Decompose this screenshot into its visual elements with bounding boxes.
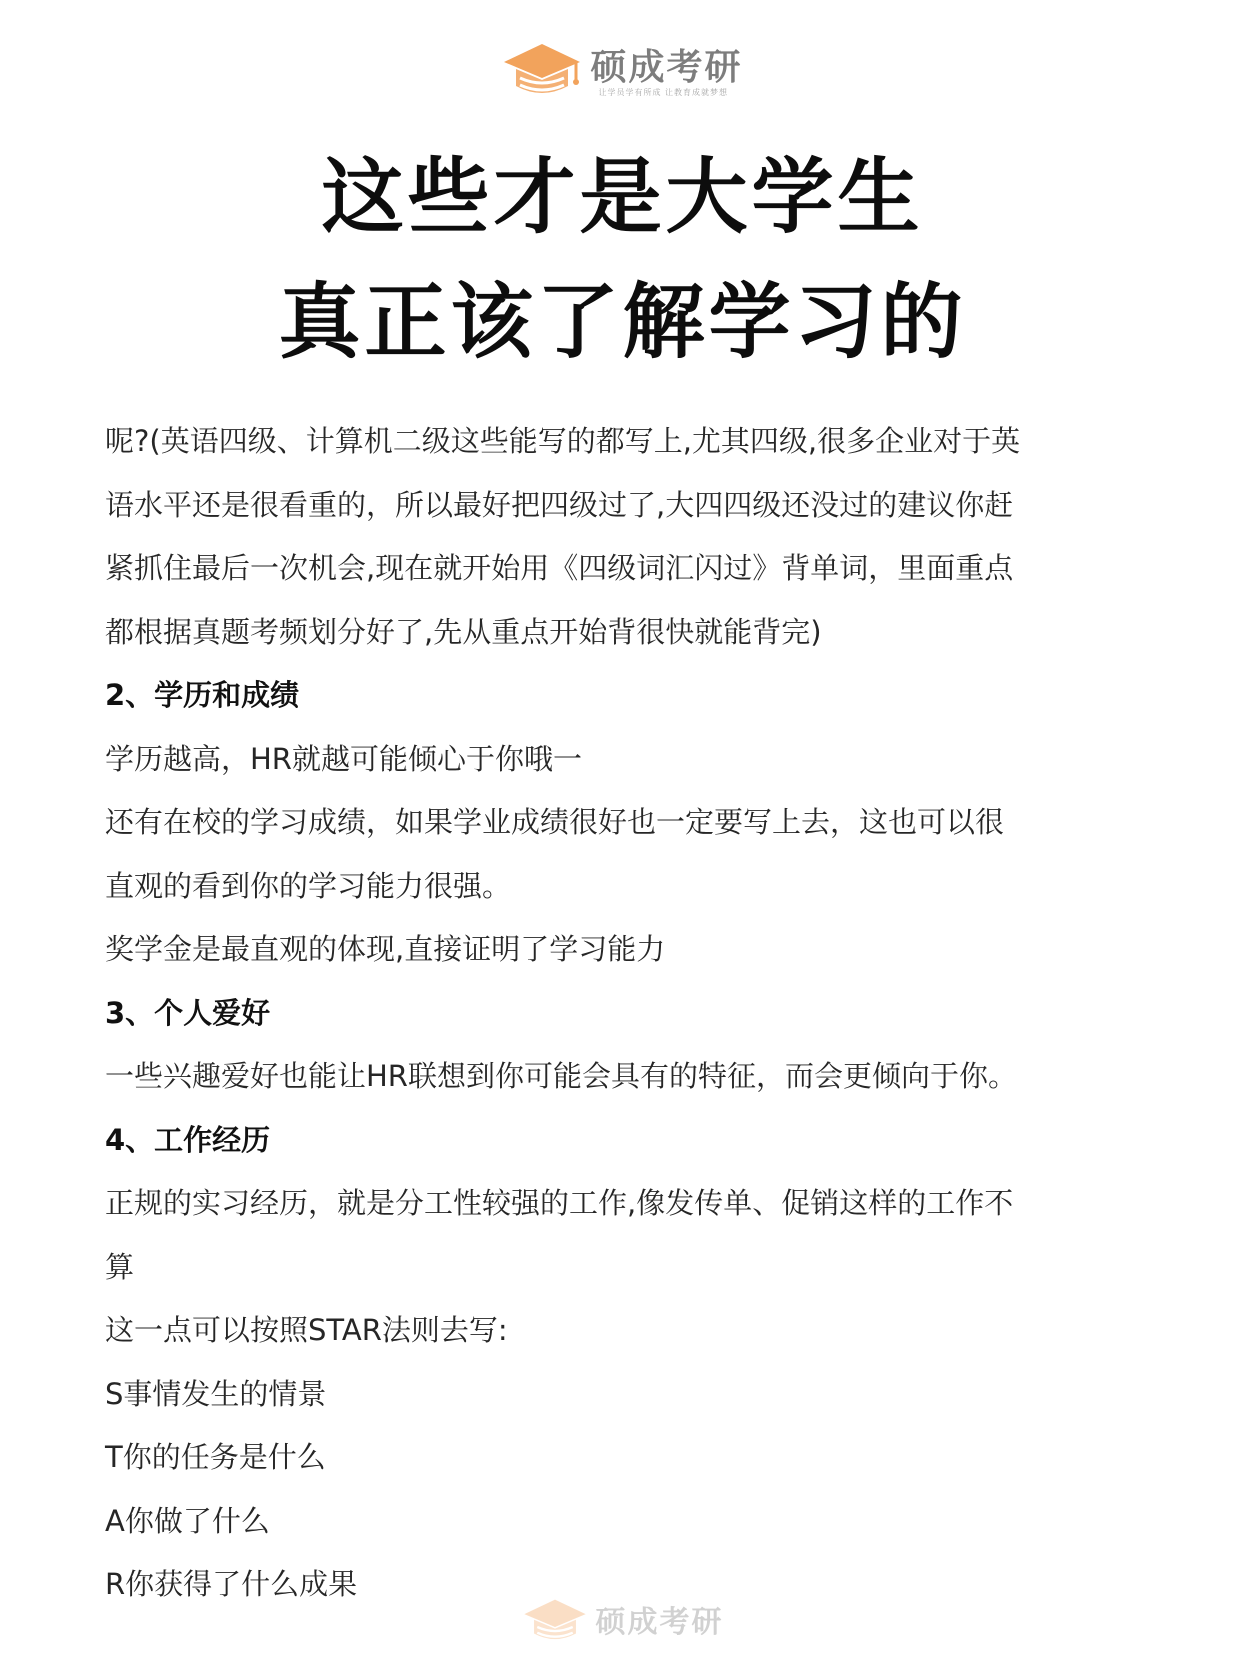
paragraph-line: 正规的实习经历，就是分工性较强的工作,像发传单、促销这样的工作不 <box>105 1186 1014 1220</box>
page-title <box>0 135 1245 385</box>
section-heading-education: 2、学历和成绩 <box>105 678 300 712</box>
section-heading-work-experience: 4、工作经历 <box>105 1122 271 1157</box>
paragraph-line: 这一点可以按照STAR法则去写: <box>105 1313 508 1347</box>
intro-line: 语水平还是很看重的，所以最好把四级过了,大四四级还没过的建议你赶 <box>105 487 1014 522</box>
intro-line: 都根据真题考频划分好了,先从重点开始背很快就能背完) <box>105 614 822 649</box>
star-item-s: S事情发生的情景 <box>105 1376 327 1411</box>
intro-line: 呢?(英语四级、计算机二级这些能写的都写上,尤其四级,很多企业对于英 <box>105 424 1021 458</box>
article-body <box>105 410 1160 1617</box>
section-heading-hobbies: 3、个人爱好 <box>105 995 271 1030</box>
intro-line: 紧抓住最后一次机会,现在就开始用《四级词汇闪过》背单词，里面重点 <box>105 551 1014 585</box>
star-item-t: T你的任务是什么 <box>105 1440 326 1474</box>
paragraph-line: 还有在校的学习成绩，如果学业成绩很好也一定要写上去，这也可以很 <box>105 805 1005 839</box>
paragraph-line: 算 <box>105 1249 135 1284</box>
brand-logo-top <box>0 38 1245 108</box>
title-line-2: 真正该了解学习的 <box>278 275 967 370</box>
brand-name: 硕成考研 <box>590 47 743 88</box>
graduation-cap-icon <box>522 1598 588 1648</box>
brand-slogan: 让学员学有所成 让教育成就梦想 <box>598 88 729 97</box>
title-line-1: 这些才是大学生 <box>321 150 924 245</box>
paragraph-line: 学历越高，HR就越可能倾心于你哦一 <box>105 741 582 776</box>
brand-logo-watermark <box>0 1595 1245 1651</box>
star-item-r: R你获得了什么成果 <box>105 1567 358 1601</box>
paragraph-line: 奖学金是最直观的体现,直接证明了学习能力 <box>105 932 666 966</box>
graduation-cap-icon <box>502 42 582 104</box>
star-item-a: A你做了什么 <box>105 1503 270 1538</box>
paragraph-line: 一些兴趣爱好也能让HR联想到你可能会具有的特征，而会更倾向于你。 <box>105 1059 1017 1093</box>
brand-name-watermark: 硕成考研 <box>595 1605 724 1640</box>
paragraph-line: 直观的看到你的学习能力很强。 <box>105 868 512 903</box>
